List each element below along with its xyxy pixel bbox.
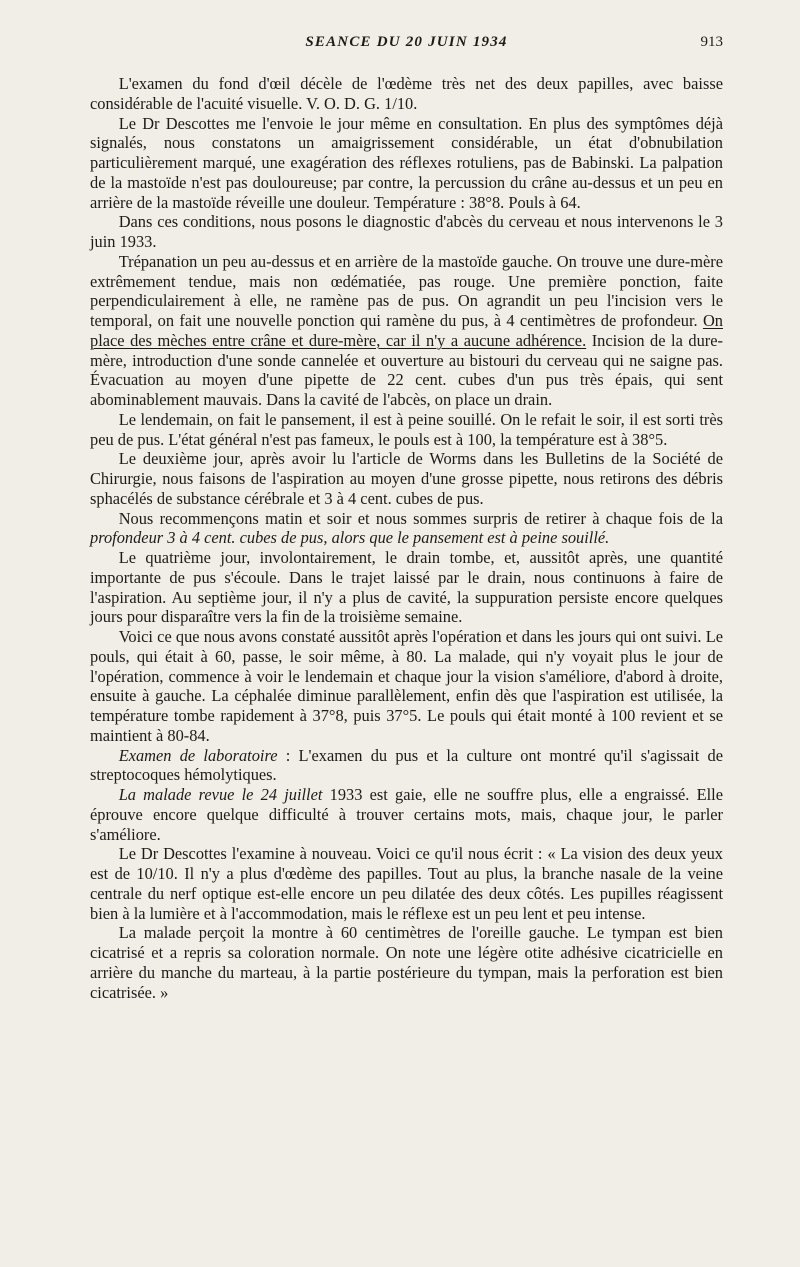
page-number: 913: [700, 34, 723, 50]
section-label: Examen de laboratoire: [118, 745, 278, 765]
paragraph: L'examen du fond d'œil décèle de l'œdème très net des deux papilles, avec baisse considérable de l'acuité visuelle. V. O. D. G. 1/10.: [90, 74, 723, 113]
paragraph-text: : L'examen du pus et la culture ont montré qu'il s'agissait de streptocoques hémolytiques.: [90, 745, 723, 785]
italic-passage: profondeur 3 à 4 cent. cubes de pus, alors que le pansement est à peine souillé.: [90, 528, 610, 548]
running-title: SEANCE DU 20 JUIN 1934: [305, 34, 508, 50]
paragraph: [90, 509, 723, 549]
paragraph-text: Incision de la dure-mère, introduction d'une sonde cannelée et ouverture au bistouri du cerveau qui ne saigne pas. Évacuation au moyen d'une pipette de 22 cent. cubes d'un pus très épais, qui sent abominablement mauvais. Dans la cavité de l'abcès, on place un drain.: [90, 330, 724, 409]
running-header: [90, 34, 723, 56]
paragraph: Le Dr Descottes l'examine à nouveau. Voici ce qu'il nous écrit : « La vision des deux yeux est de 10/10. Il n'y a plus d'œdème des papilles. Tout au plus, la branche nasale de la veine centrale du nerf optique est-elle encore un peu dilatée des deux côtés. Les pupilles réagissent bien à la lumière et à l'accommodation, mais le réflexe est un peu lent et peu intense.: [90, 844, 723, 923]
paragraph-text: Nous recommençons matin et soir et nous sommes surpris de retirer à chaque fois de la: [118, 508, 723, 528]
paragraph-text: 1933 est gaie, elle ne souffre plus, elle a engraissé. Elle éprouve encore quelque difficulté à trouver certains mots, mais, chaque jour, le parler s'améliore.: [90, 785, 723, 844]
paragraph: Dans ces conditions, nous posons le diagnostic d'abcès du cerveau et nous intervenons le 3 juin 1933.: [90, 212, 723, 251]
paragraph-text: Trépanation un peu au-dessus et en arrière de la mastoïde gauche. On trouve une dure-mère extrêmement tendue, mais non œdématiée, pas rouge. Une première ponction, faite perpendiculairement à elle, ne ramène pas de pus. On agrandit un peu l'incision vers le temporal, on fait une nouvelle ponction qui ramène du pus, à 4 centimètres de profondeur.: [90, 251, 723, 330]
underlined-passage: On place des mèches entre crâne et dure-mère, car il n'y a aucune adhérence.: [90, 311, 723, 350]
italic-passage: La malade revue le 24 juillet: [118, 785, 323, 804]
paragraph: [90, 785, 723, 844]
body-text: [90, 74, 723, 1002]
paragraph: [90, 746, 723, 786]
paragraph: Le quatrième jour, involontairement, le drain tombe, et, aussitôt après, une quantité importante de pus s'écoule. Dans le trajet laissé par le drain, nous continuons à faire de l'aspiration. Au septième jour, il n'y a plus de cavité, la suppuration persiste encore quelques jours pour disparaître vers la fin de la troisième semaine.: [90, 548, 723, 627]
paragraph: Le deuxième jour, après avoir lu l'article de Worms dans les Bulletins de la Société de Chirurgie, nous faisons de l'aspiration au moyen d'une grosse pipette, nous retirons des débris sphacélés de substance cérébrale et 3 à 4 cent. cubes de pus.: [90, 449, 723, 508]
paragraph: Le Dr Descottes me l'envoie le jour même en consultation. En plus des symptômes déjà signalés, nous constatons un amaigrissement considérable, un état d'obnubilation particulièrement marqué, une exagération des réflexes rotuliens, pas de Babinski. La palpation de la mastoïde n'est pas douloureuse; par contre, la percussion du crâne au-dessus et un peu en arrière de la mastoïde réveille une douleur. Température : 38°8. Pouls à 64.: [90, 113, 723, 212]
paragraph: La malade perçoit la montre à 60 centimètres de l'oreille gauche. Le tympan est bien cicatrisé et a repris sa coloration normale. On note une légère otite adhésive cicatricielle en arrière du manche du marteau, à la partie postérieure du tympan, mais la perforation est bien cicatrisée. »: [90, 923, 723, 1002]
paragraph: Voici ce que nous avons constaté aussitôt après l'opération et dans les jours qui ont suivi. Le pouls, qui était à 60, passe, le soir même, à 80. La malade, qui n'y voyait plus le jour de l'opération, commence à voir le lendemain et chaque jour la vision s'améliore, d'abord à droite, ensuite à gauche. La céphalée diminue parallèlement, enfin dès que l'aspiration est utilisée, la température tombe rapidement à 37°8, puis 37°5. Le pouls qui était monté à 100 revient et se maintient à 80-84.: [90, 627, 723, 745]
paragraph: Le lendemain, on fait le pansement, il est à peine souillé. On le refait le soir, il est sorti très peu de pus. L'état général n'est pas fameux, le pouls est à 100, la température est à 38°5.: [90, 409, 723, 449]
paragraph: [90, 252, 723, 410]
